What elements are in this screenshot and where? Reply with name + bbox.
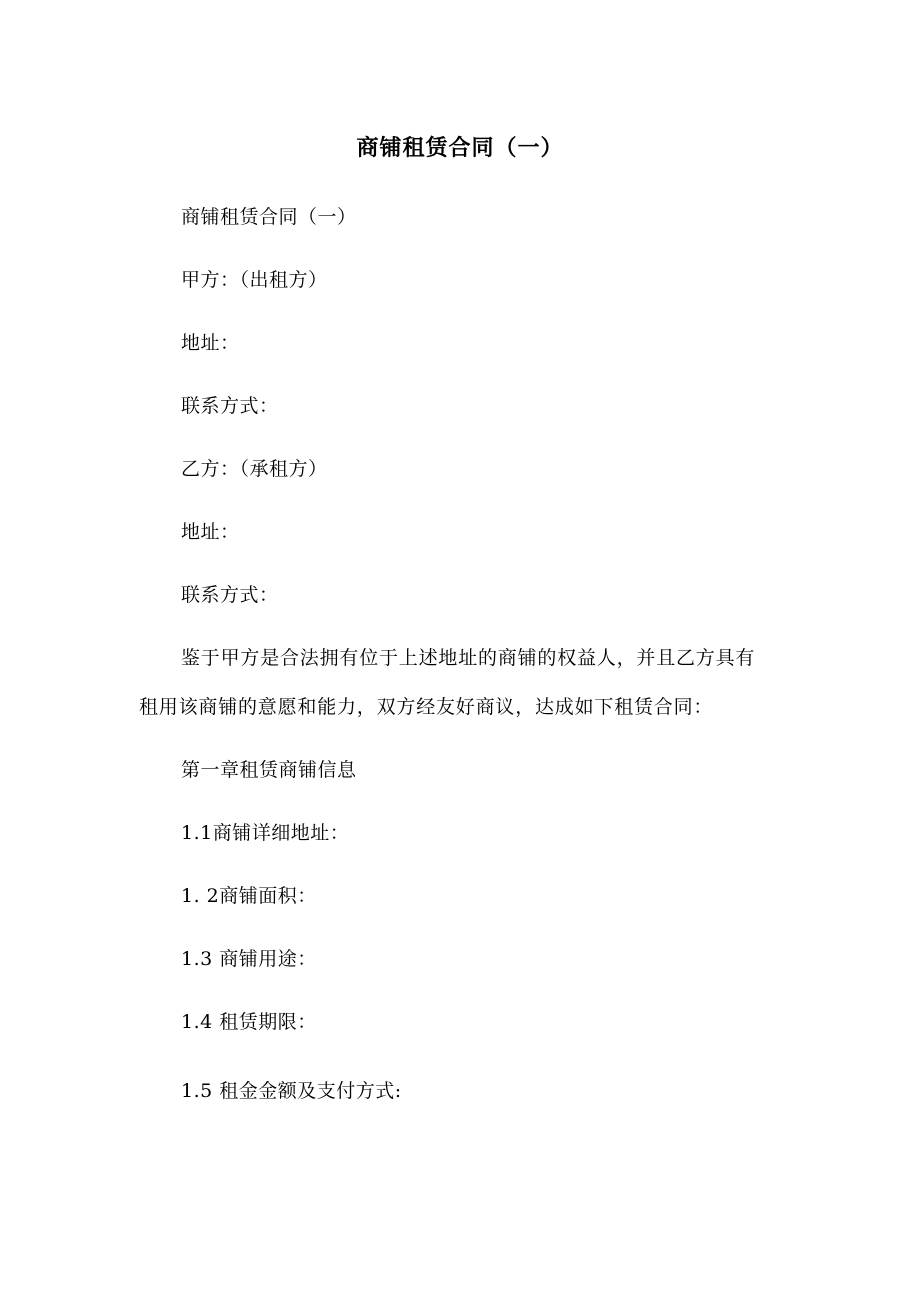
clause-item: 1. 2商铺面积： xyxy=(181,885,317,907)
document-title: 商铺租赁合同（一） xyxy=(356,136,564,161)
subtitle-line: 商铺租赁合同（一） xyxy=(181,206,357,228)
party-b-address: 地址： xyxy=(181,521,240,543)
clause-item: 1.1商铺详细地址： xyxy=(181,822,350,844)
party-a-address: 地址： xyxy=(181,332,240,354)
party-a-label: 甲方：（出租方） xyxy=(181,269,328,291)
party-a-contact: 联系方式： xyxy=(181,395,279,417)
clause-item: 1.3 商铺用途： xyxy=(181,948,317,970)
clause-item: 1.5 租金金额及支付方式: xyxy=(181,1080,402,1102)
party-b-label: 乙方：（承租方） xyxy=(181,458,328,480)
preamble-paragraph xyxy=(139,645,779,720)
clause-item: 1.4 租赁期限： xyxy=(181,1011,317,1033)
chapter-heading: 第一章租赁商铺信息 xyxy=(181,759,357,781)
preamble-line-2: 租用该商铺的意愿和能力，双方经友好商议，达成如下租赁合同： xyxy=(139,696,714,718)
preamble-line-1: 鉴于甲方是合法拥有位于上述地址的商铺的权益人，并且乙方具有 xyxy=(181,647,756,669)
party-b-contact: 联系方式： xyxy=(181,584,279,606)
